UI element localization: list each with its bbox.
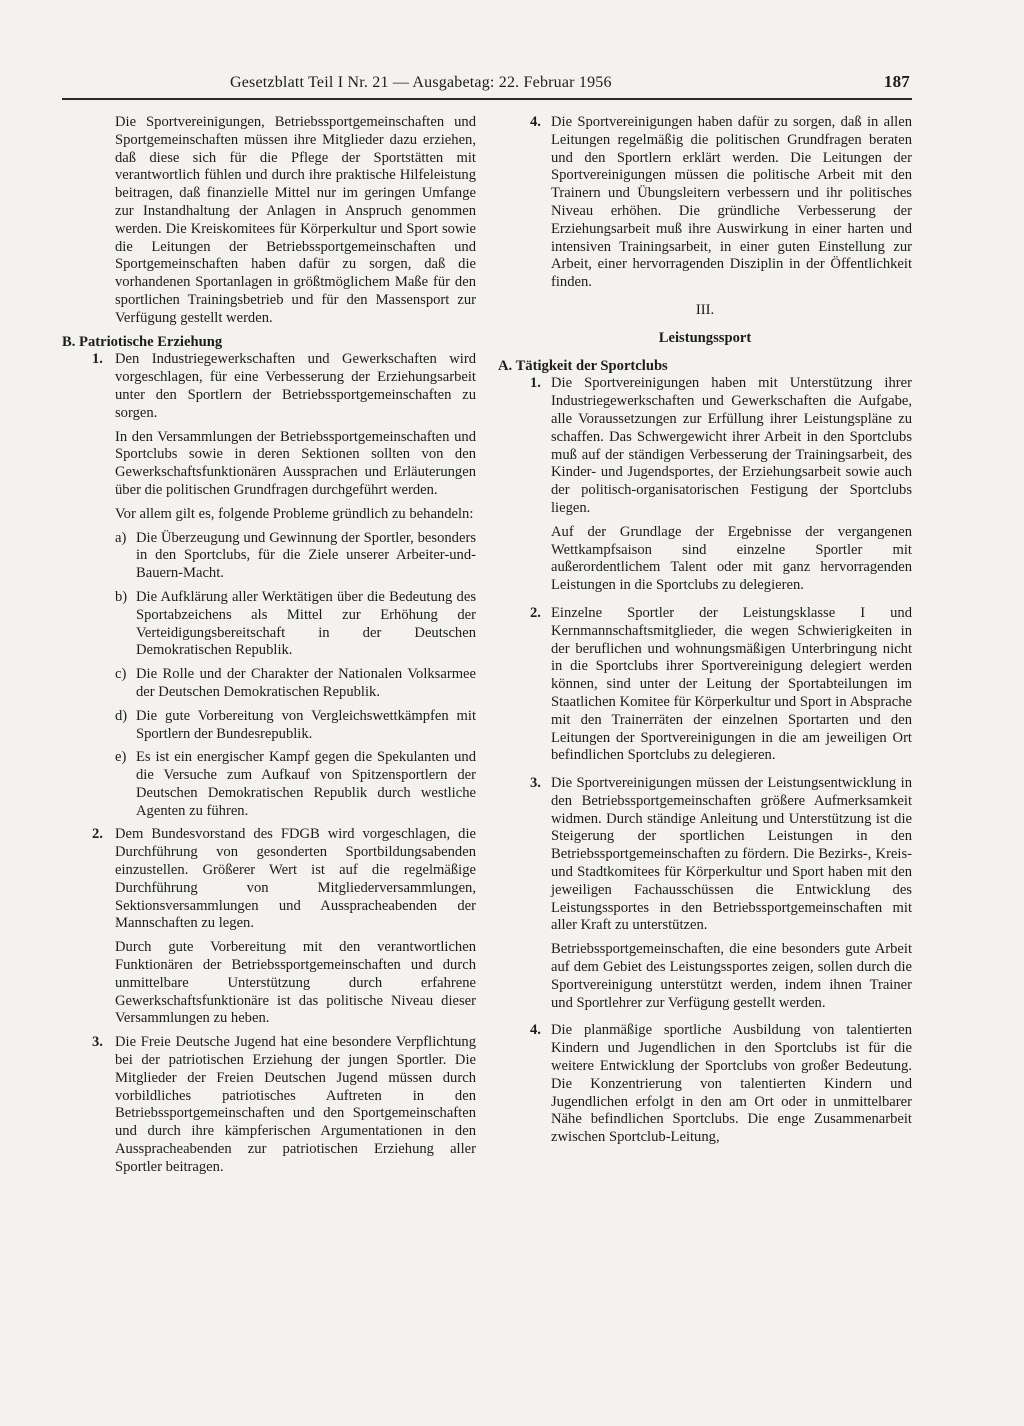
paragraph: Betriebssportgemeinschaften, die eine besonders gute Arbeit auf dem Gebiet des Leistungssportes zeigen, sollen durch die Sportvereinigung unterstützt werden, indem ihnen Trainer und Sportlehrer zur Verfügung gestellt werden. [551,941,912,1011]
paragraph: Einzelne Sportler der Leistungsklasse I und Kernmannschaftsmitglieder, die wegen Schwierigkeiten in der beruflichen und wohnungsmäßigen Unterbringung nicht in die Sportclubs ihrer Sportvereinigung delegiert werden können, sind unter der Leitung der Sportabteilungen im Staatlichen Komitee für Körperkultur und Sport in Absprache mit den Trainerräten der einzelnen Sportarten und den Leitungen der Sportvereinigungen in die am jeweiligen Ort befindlichen Sportclubs zu delegieren. [551,604,912,764]
paragraph: Die Sportvereinigungen müssen der Leistungsentwicklung in den Betriebssportgemeinschaften größere Aufmerksamkeit widmen. Durch ständige Anleitung und Unterstützung ist die Steigerung der sportlichen Leistungen in den Betriebssportgemeinschaften zu fördern. Die Bezirks-, Kreis- und Stadtkomitees für Körperkultur und Sport haben mit den jeweiligen Fachausschüssen die Entwicklung des Leistungssportes in den Betriebssportgemeinschaften mit aller Kraft zu unterstützen. [551,775,912,934]
item-number: 3. [530,775,541,792]
item-number: 4. [530,114,541,130]
paragraph: Den Industriegewerkschaften und Gewerkschaften wird vorgeschlagen, für eine Verbesserung der Erziehungsarbeit unter den Sportlern der Betriebssportgemeinschaften zu sorgen. [115,351,476,421]
right-column [498,114,912,1147]
header-title: Gesetzblatt Teil I Nr. 21 — Ausgabetag: 22. Februar 1956 [230,74,612,91]
paragraph: Durch gute Vorbereitung mit den verantwortlichen Funktionären der Betriebssportgemeinschaften und durch unmittelbare Unterstützung durch erfahrene Gewerkschaftsfunktionäre ist das politische Niveau dieser Versammlungen zu heben. [115,939,476,1027]
sub-item-text: Die Überzeugung und Gewinnung der Sportler, besonders in den Sportclubs, für die Ziele unserer Arbeiter-und-Bauern-Macht. [136,529,476,582]
paragraph: Die Freie Deutsche Jugend hat eine besondere Verpflichtung bei der patriotischen Erziehung der jungen Sportler. Die Mitglieder der Freien Deutschen Jugend müssen durch vorbildliches patriotisches Auftreten in den Betriebssportgemeinschaften und den Sportgemeinschaften und durch ihre kämpferischen Argumentationen in den Ausspracheabenden zur patriotischen Erziehung aller Sportler beitragen. [115,1034,476,1175]
sub-item-label: d) [115,707,128,724]
sub-item-b [62,589,476,660]
paragraph: Vor allem gilt es, folgende Probleme gründlich zu behandeln: [115,505,474,522]
paragraph: Die Sportvereinigungen haben mit Unterstützung ihrer Industriegewerkschaften und Gewerkschaften die Aufgabe, alle Voraussetzungen zur Erfüllung ihrer Leistungspläne zu schaffen. Das Schwergewicht ihrer Arbeit in den Sportclubs muß auf der ständigen Verbesserung der Trainingsarbeit, des Kinder- und Jugendsportes, der Erziehungsarbeit sowie auch der politisch-organisatorischen Festigung der Sportclubs liegen. [551,375,912,516]
item-number: 2. [92,826,103,843]
list-item-1 [62,351,476,820]
leistung-item-4 [498,1022,912,1147]
intro-paragraph: Die Sportvereinigungen, Betriebssportgemeinschaften und Sportgemeinschaften müssen ihre Mitglieder dazu erziehen, daß diese sich für die Pflege der Sportstätten mit verantwortlich fühlen und durch ihre praktische Hilfeleistung beitragen, daß finanzielle Mittel nur im geringen Umfange zur Instandhaltung der Anlagen in Anspruch genommen werden. Die Kreiskomitees für Körperkultur und Sport sowie die Leitungen der Betriebssportgemeinschaften und Sportgemeinschaften haben dafür zu sorgen, daß die vorhandenen Sportanlagen in größtmöglichem Maße für den sportlichen Trainingsbetrieb und für den Massensport zur Verfügung gestellt werden. [115,114,476,326]
section-title: Leistungssport [658,329,752,346]
sub-item-label: e) [115,749,127,766]
sub-item-label: c) [115,666,127,683]
paragraph: Auf der Grundlage der Ergebnisse der vergangenen Wettkampfsaison sind einzelne Sportler mit außerordentlichem Talent oder mit ganz hervorragenden Leistungen in die Sportclubs zu delegieren. [551,523,912,594]
roman-numeral-heading: III. [695,301,715,318]
sub-item-c [62,666,476,702]
list-item-3 [62,1034,476,1176]
sub-item-text: Die gute Vorbereitung von Vergleichswettkämpfen mit Sportlern der Bundesrepublik. [136,707,476,742]
paragraph: Die planmäßige sportliche Ausbildung von talentierten Kindern und Jugendlichen in den Sportclubs ist für die weitere Entwicklung der Sportclubs von großer Bedeutung. Die Konzentrierung von talentierten Kindern und Jugendlichen erfolgt in den am Ort oder in unmittelbarer Nähe befindlichen Sportclubs. Die enge Zusammenarbeit zwischen Sportclub-Leitung, [551,1022,912,1146]
sub-item-label: a) [115,529,127,546]
paragraph: In den Versammlungen der Betriebssportgemeinschaften und Sportclubs sowie in deren Sektionen sollten von den Gewerkschaftsfunktionären Aussprachen und Erläuterungen über die politischen Grundfragen durchgeführt werden. [115,428,476,498]
section-b-heading: B. Patriotische Erziehung [62,333,223,350]
page-number: 187 [883,72,910,91]
page-header [62,72,912,100]
item-number: 3. [92,1034,103,1051]
item-number: 4. [530,1022,541,1039]
leistung-item-2 [498,605,912,765]
sub-item-label: b) [115,588,128,605]
leistung-item-1 [498,375,912,595]
sub-item-text: Die Aufklärung aller Werktätigen über die Bedeutung des Sportabzeichens als Mittel zur Erhöhung der Verteidigungsbereitschaft in der Deutschen Demokratischen Republik. [136,588,476,659]
sub-item-e [62,749,476,820]
section-a-heading: A. Tätigkeit der Sportclubs [498,357,668,374]
item-number: 1. [92,351,103,368]
sub-item-d [62,708,476,744]
left-column [62,114,476,1177]
leistung-item-3 [498,775,912,1012]
sub-item-a [62,530,476,583]
sub-item-text: Es ist ein energischer Kampf gegen die Spekulanten und die Versuche zum Aufkauf von Spitzensportlern der Deutschen Demokratischen Republik durch westliche Agenten zu führen. [136,749,476,819]
list-item-4 [498,114,912,292]
sub-item-text: Die Rolle und der Charakter der Nationalen Volksarmee der Deutschen Demokratischen Republik. [136,666,476,700]
paragraph: Die Sportvereinigungen haben dafür zu sorgen, daß in allen Leitungen regelmäßig die politischen Grundfragen beraten und den Sportlern erklärt werden. Die Leitungen der Sportvereinigungen müssen die politische Arbeit mit den Trainern und Übungsleitern verbessern und ihr politisches Niveau erhöhen. Die gründliche Verbesserung der Erziehungsarbeit muß ihre Auswirkung in einer harten und intensiven Trainingsarbeit, in einer guten Einstellung zur Arbeit, einer hervorragenden Disziplin in der Öffentlichkeit finden. [551,114,912,291]
paragraph: Dem Bundesvorstand des FDGB wird vorgeschlagen, die Durchführung von gesonderten Sportbildungsabenden einzustellen. Größerer Wert ist auf die regelmäßige Durchführung von Mitgliederversammlungen, Sektionsversammlungen und Ausspracheabenden der Mannschaften zu legen. [115,826,476,932]
list-item-2 [62,826,476,1028]
item-number: 2. [530,604,541,621]
item-number: 1. [530,375,541,392]
